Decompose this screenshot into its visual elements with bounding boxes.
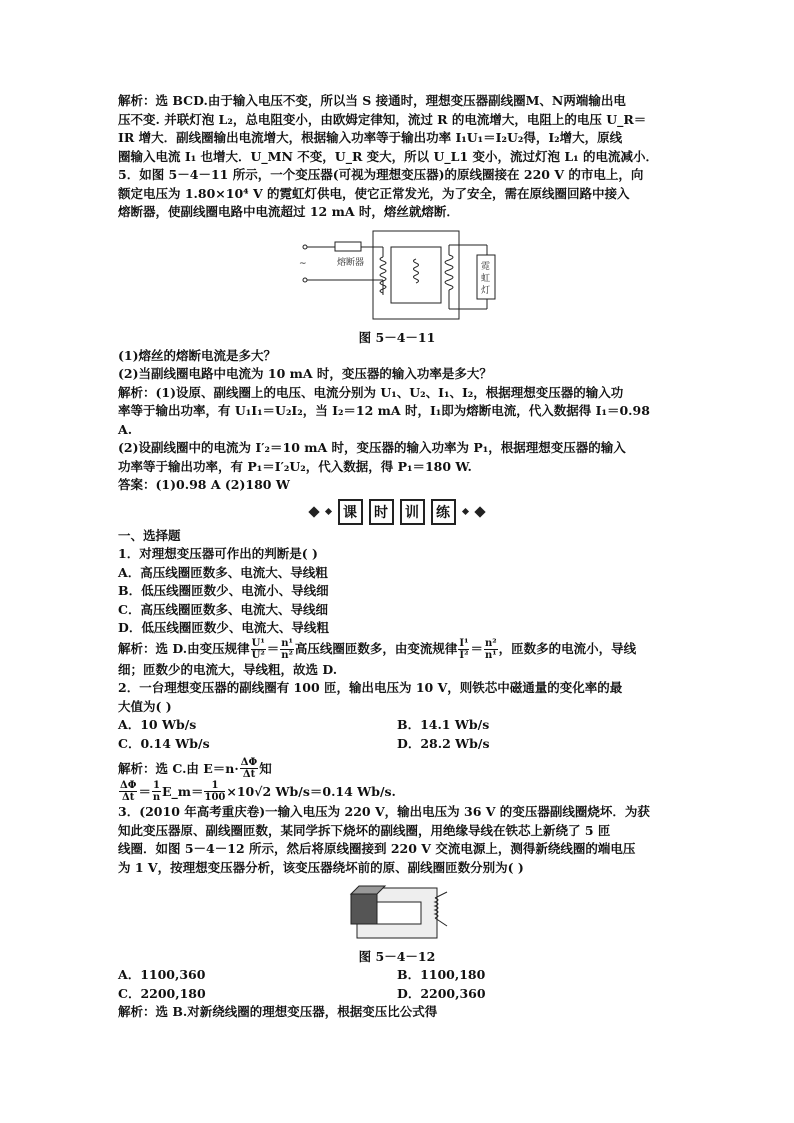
diamond-icon: [462, 508, 469, 515]
banner-char: 时: [369, 499, 394, 525]
q3-answer-line: 解析：选 B.对新绕线圈的理想变压器，根据变压比公式得: [118, 1004, 438, 1019]
q5-answer-line: (2)设副线圈中的电流为 I′₂＝10 mA 时，变压器的输入功率为 P₁，根据理想变压器的输入: [118, 440, 626, 455]
q1-option: D．低压线圈匝数少、电流大、导线粗: [118, 620, 329, 635]
q3-option: D．2200,360: [397, 985, 486, 1001]
fraction: $\frac{1}{n}$: [152, 780, 161, 803]
q3-stem: 3．(2010 年高考重庆卷)一输入电压为 220 V，输出电压为 36 V 的变压器副线圈烧坏．为获: [118, 804, 650, 819]
equals: ＝: [266, 641, 280, 656]
answer-text: ，匝数多的电流小，导线: [498, 641, 637, 656]
q2-option: D．28.2 Wb/s: [397, 735, 490, 751]
q5-answer-line: 率等于输出功率，有 U₁I₁＝U₂I₂，当 I₂＝12 mA 时，I₁即为熔断电流，代入数据得 I₁＝0.98: [118, 403, 650, 418]
q3-stem: 线圈．如图 5－4－12 所示，然后将原线圈接到 220 V 交流电源上，测得新绕线圈的端电压: [118, 841, 636, 856]
q3-stem: 知此变压器原、副线圈匝数，某同学拆下烧坏的副线圈，用绝缘导线在铁芯上新绕了 5 匝: [118, 822, 611, 838]
q4-answer-line: 解析：选 BCD.由于输入电压不变，所以当 S 接通时，理想变压器副线圈M、N两端输出电: [118, 93, 626, 108]
fraction: $\frac{\Delta\Phi}{\Delta t}$: [120, 780, 137, 803]
banner-char: 课: [338, 499, 363, 525]
answer-text: E_m＝: [161, 783, 204, 799]
q4-answer-line: 圈输入电流 I₁ 也增大．U_MN 不变，U_R 变大，所以 U_L1 变小，流过灯泡 L₁ 的电流减小．: [118, 148, 658, 164]
lamp-label: 霓: [481, 261, 491, 272]
q1-option: A．高压线圈匝数多、电流大、导线粗: [118, 564, 328, 580]
q4-answer-line: IR 增大．副线圈输出电流增大，根据输入功率等于输出功率 I₁U₁＝I₂U₂得，I₂增大，原线: [118, 130, 623, 145]
figure-caption: 图 5－4－12: [358, 949, 436, 964]
q3-options: [118, 966, 676, 985]
diamond-icon: [325, 508, 332, 515]
q2-options: [118, 735, 676, 754]
q1-answer-line: [118, 638, 676, 661]
q2-answer-line: [118, 757, 676, 780]
q1-option: C．高压线圈匝数多、电流大、导线细: [118, 601, 328, 617]
q3-option: A．1100,360: [118, 967, 206, 982]
q5-answer-line: 解析：(1)设原、副线圈上的电压、电流分别为 U₁、U₂、I₁、I₂，根据理想变压器的输入功: [118, 384, 624, 400]
diamond-icon: [308, 506, 319, 517]
document-page: [118, 92, 676, 1022]
banner-char: 训: [400, 499, 425, 525]
fraction: $\frac{1}{100}$: [204, 780, 226, 803]
q3-option: B．1100,180: [397, 967, 486, 982]
transformer-core-illustration: [337, 880, 457, 944]
q5-stem-line: 5．如图 5－4－11 所示，一个变压器(可视为理想变压器)的原线圈接在 220 V 的市电上，向: [118, 167, 644, 182]
equals: ＝: [470, 641, 483, 656]
diamond-icon: [474, 506, 485, 517]
fraction: $\frac{\text{I¹}}{\text{I²}}$: [459, 637, 469, 661]
q5-sub-question: (2)当副线圈电路中电流为 10 mA 时，变压器的输入功率是多大？: [118, 366, 492, 381]
q1-stem: 1．对理想变压器可作出的判断是( ): [118, 546, 318, 561]
svg-text:~: ~: [299, 258, 307, 269]
q5-answer-line: A.: [118, 421, 133, 437]
q5-stem-line: 熔断器，使副线圈电路中电流超过 12 mA 时，熔丝就熔断．: [118, 204, 459, 219]
section-heading: 一、选择题: [118, 527, 181, 543]
transformer-circuit-diagram: [297, 225, 497, 325]
fraction: $\frac{\text{U¹}}{\text{U²}}$: [251, 637, 265, 661]
fraction: $\frac{\text{n²}}{\text{n¹}}$: [484, 637, 497, 661]
fraction: $\frac{\text{n¹}}{\text{n²}}$: [281, 637, 293, 661]
q5-stem-line: 额定电压为 1.80×10⁴ V 的霓虹灯供电，使它正常发光，为了安全，需在原线圈回路中接入: [118, 185, 630, 201]
lamp-label: 灯: [481, 285, 491, 296]
q2-option: B．14.1 Wb/s: [397, 717, 490, 732]
q1-answer-line: 细；匝数少的电流大，导线粗，故选 D.: [118, 661, 338, 677]
q5-answer-line: 功率等于输出功率，有 P₁＝I′₂U₂，代入数据，得 P₁＝180 W.: [118, 458, 472, 474]
answer-text: 解析：选 C.由 E＝n·: [118, 760, 239, 776]
q1-option: B．低压线圈匝数少、电流小、导线细: [118, 583, 329, 598]
q2-options: [118, 716, 676, 735]
lamp-label: 虹: [481, 273, 491, 284]
fuse-label: 熔断器: [337, 257, 365, 268]
answer-text: 解析：选 D.由变压规律: [118, 641, 250, 656]
figure-5-4-11: [118, 225, 676, 329]
answer-text: 高压线圈匝数多，由变流规律: [294, 641, 458, 656]
q3-option: C．2200,180: [118, 985, 206, 1001]
banner-char: 练: [431, 499, 456, 525]
q2-stem: 2．一台理想变压器的副线圈有 100 匝，输出电压为 10 V，则铁芯中磁通量的变化率的最: [118, 680, 623, 695]
fraction: $\frac{\Delta\Phi}{\Delta t}$: [240, 757, 258, 780]
q2-option: A．10 Wb/s: [118, 717, 197, 732]
equals: ＝: [138, 783, 151, 799]
answer-text: 知: [259, 760, 272, 776]
q2-option: C．0.14 Wb/s: [118, 735, 210, 751]
figure-5-4-12: [118, 880, 676, 948]
section-banner: [118, 499, 676, 525]
answer-text: ×10√2 Wb/s＝0.14 Wb/s.: [226, 783, 396, 799]
q4-answer-line: 压不变. 并联灯泡 L₂，总电阻变小，由欧姆定律知，流过 R 的电流增大，电阻上的电压 U_R＝: [118, 111, 647, 127]
q5-final-answer: 答案：(1)0.98 A (2)180 W: [118, 477, 290, 492]
q2-answer-formula: [118, 780, 676, 803]
q3-options: [118, 985, 676, 1004]
q5-sub-question: (1)熔丝的熔断电流是多大？: [118, 347, 277, 363]
figure-caption: 图 5－4－11: [358, 329, 436, 345]
q2-stem: 大值为( ): [118, 698, 172, 714]
q3-stem: 为 1 V，按理想变压器分析，该变压器绕坏前的原、副线圈匝数分别为( ): [118, 859, 524, 875]
